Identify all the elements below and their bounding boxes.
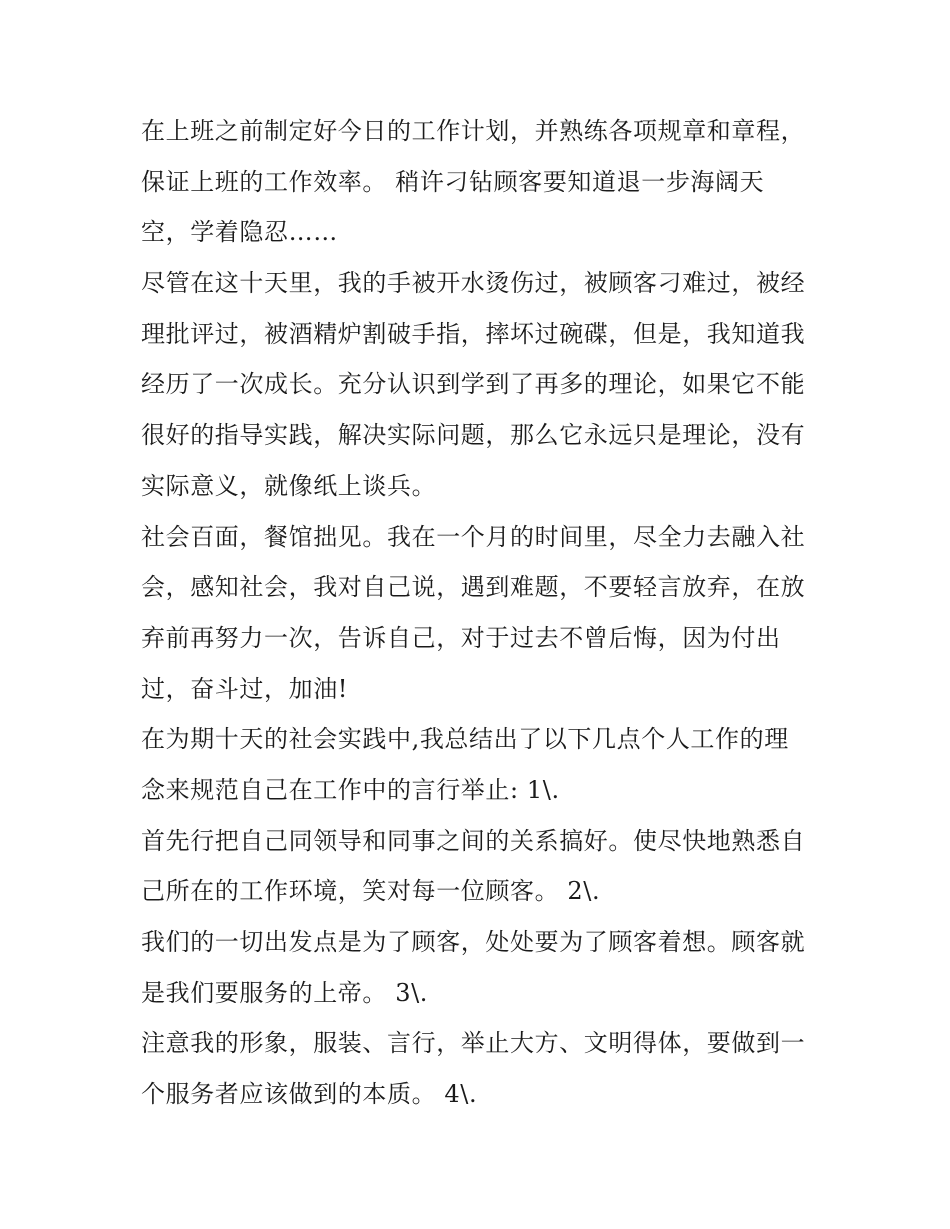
text-line: 我们的一切出发点是为了顾客，处处要为了顾客着想。顾客就	[141, 928, 806, 956]
text-line: 弃前再努力一次，告诉自己，对于过去不曾后悔，因为付出	[141, 623, 781, 652]
text-line: 首先行把自己同领导和同事之间的关系搞好。使尽快地熟悉自	[141, 826, 806, 855]
text-line: 社会百面，餐馆拙见。我在一个月的时间里，尽全力去融入社	[141, 522, 806, 551]
text-line: 过，奋斗过，加油!	[141, 674, 349, 703]
text-line: 注意我的形象，服装、言行，举止大方、文明得体，要做到一	[141, 1029, 806, 1058]
text-line: 实际意义，就像纸上谈兵。	[141, 471, 437, 500]
document-body	[141, 106, 821, 1120]
text-line: 保证上班的工作效率。 稍许刁钻顾客要知道退一步海阔天	[141, 167, 765, 196]
text-line: 空，学着隐忍……	[141, 218, 338, 247]
text-line: 在上班之前制定好今日的工作计划，并熟练各项规章和章程，	[141, 117, 806, 145]
text-line: 是我们要服务的上帝。 3\.	[141, 978, 429, 1007]
text-line: 理批评过，被酒精炉割破手指，摔坏过碗碟，但是，我知道我	[141, 319, 806, 348]
text-line: 念来规范自己在工作中的言行举止: 1\.	[141, 775, 560, 804]
text-line: 个服务者应该做到的本质。 4\.	[141, 1080, 478, 1109]
text-line: 经历了一次成长。充分认识到学到了再多的理论，如果它不能	[141, 370, 806, 399]
text-line: 会，感知社会，我对自己说，遇到难题，不要轻言放弃，在放	[141, 573, 806, 602]
text-line: 尽管在这十天里，我的手被开水烫伤过，被顾客刁难过，被经	[141, 269, 806, 298]
text-line: 己所在的工作环境，笑对每一位顾客。 2\.	[141, 877, 601, 906]
text-line: 在为期十天的社会实践中,我总结出了以下几点个人工作的理	[141, 725, 789, 754]
text-line: 很好的指导实践，解决实际问题，那么它永远只是理论，没有	[141, 421, 806, 450]
